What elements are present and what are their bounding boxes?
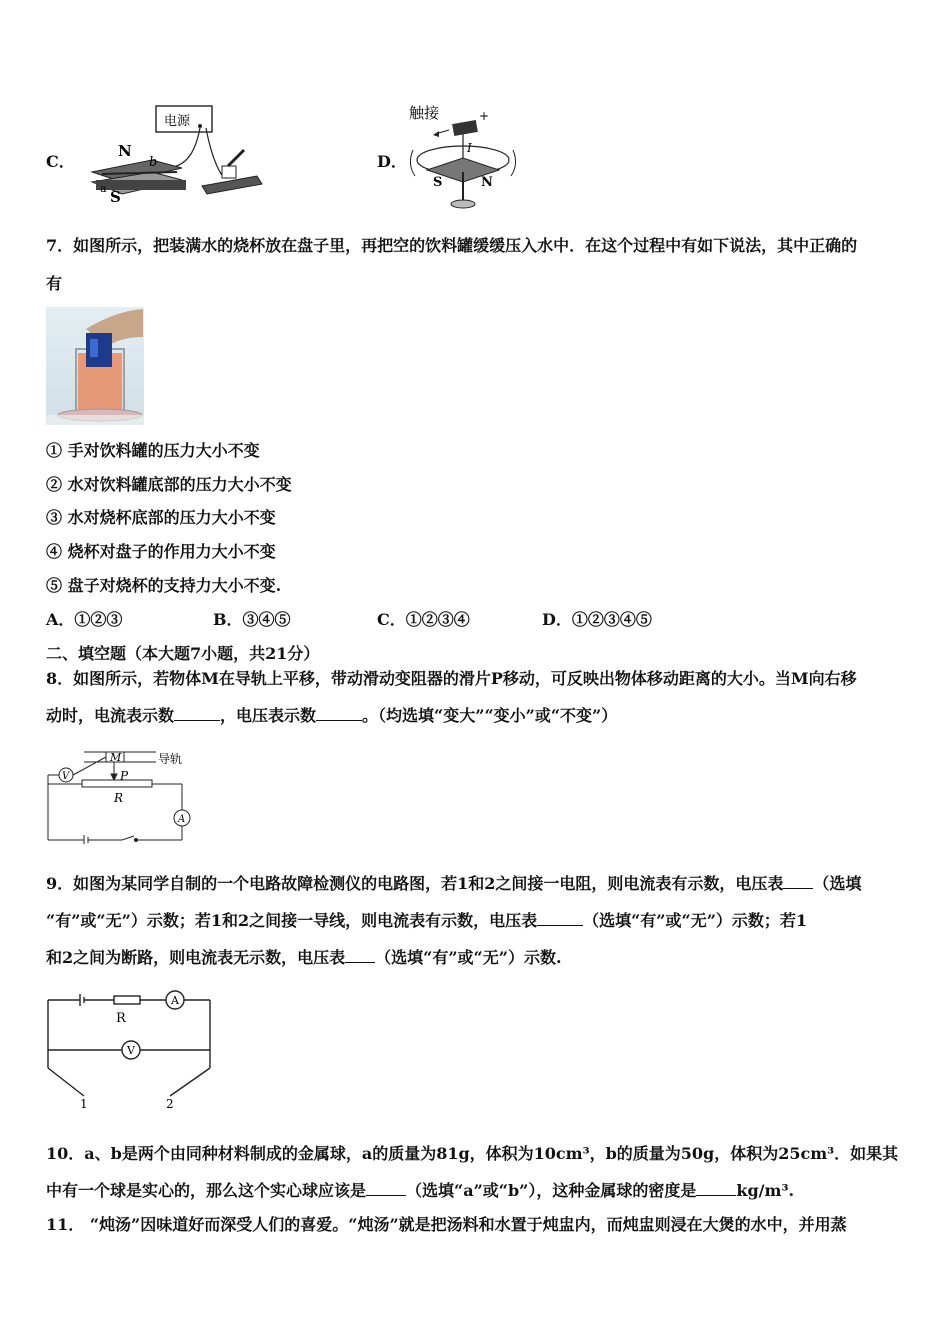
q8-line1: 8．如图所示，若物体M在导轨上平移，带动滑动变阻器的滑片P移动，可反映出物体移动距离的大小。当M向右移: [46, 669, 857, 688]
terminal-1-label: 1: [80, 1097, 88, 1111]
q7-stem-line2: 有: [46, 274, 63, 293]
q7-statement-5: ⑤ 盘子对烧杯的支持力大小不变.: [46, 576, 282, 595]
q8-line2-c: 。（均选填“变大”“变小”或“不变”）: [362, 706, 618, 725]
q7-option-a: A．①②③: [46, 610, 123, 629]
q10-line2-b: （选填“a”或“b”），这种金属球的密度是: [406, 1181, 697, 1200]
q9-line3-b: （选填“有”或“无”）示数.: [375, 948, 562, 967]
q7-statement-4: ④ 烧杯对盘子的作用力大小不变: [46, 542, 276, 561]
q10-line1: 10．a、b是两个由同种材料制成的金属球，a的质量为81g，体积为10cm³，b的质量为50g，体积为25cm³．如果其: [46, 1144, 899, 1163]
section-title: 二、填空题（本大题7小题，共21分）: [46, 644, 320, 663]
sliding-rheostat-circuit: [44, 748, 200, 844]
slider-p-label: P: [120, 769, 129, 783]
rod-b-label: b: [149, 155, 158, 170]
q9-line3: [46, 948, 562, 968]
object-m-label: M: [110, 751, 122, 764]
q7-statement-1: ① 手对饮料罐的压力大小不变: [46, 441, 260, 460]
q9-line1: [46, 874, 861, 894]
q7-stem-line1: 7．如图所示，把装满水的烧杯放在盘子里，再把空的饮料罐缓缓压入水中．在这个过程中有如下说法，其中正确的: [46, 236, 858, 255]
q7-option-b: B．③④⑤: [213, 610, 291, 629]
q7-option-d: D．①②③④⑤: [542, 610, 652, 629]
voltmeter-v-label: V: [127, 1044, 135, 1057]
magnet-n-label: N: [118, 142, 132, 160]
electromagnetic-induction-figure: [82, 100, 272, 210]
ammeter-a-label: A: [178, 814, 186, 825]
beaker-can-photo: [46, 307, 144, 425]
terminal-2-label: 2: [166, 1097, 174, 1111]
q9-line2: [46, 911, 807, 931]
power-supply-label: 电源: [164, 114, 191, 129]
option-d-label: D．: [377, 152, 407, 171]
fault-detector-circuit: [44, 990, 216, 1116]
q8-blank-voltage[interactable]: [316, 706, 362, 721]
ammeter-a-label: A: [171, 994, 179, 1007]
needle-s-label: S: [433, 175, 443, 190]
q10-line2: [46, 1181, 794, 1201]
rod-a-label: a: [100, 182, 107, 195]
q8-line2-b: ，电压表示数: [220, 706, 317, 725]
current-i-label: I: [467, 141, 472, 155]
q10-blank-ball[interactable]: [366, 1181, 406, 1196]
q10-line2-c: kg/m³.: [736, 1181, 795, 1200]
q10-line2-a: 中有一个球是实心的，那么这个实心球应该是: [46, 1181, 367, 1200]
needle-n-label: N: [481, 175, 493, 190]
q9-line2-a: “有”或“无”）示数；若1和2之间接一导线，则电流表有示数，电压表: [46, 911, 538, 930]
q11-line1: 11． “炖汤”因味道好而深受人们的喜爱。“炖汤”就是把汤料和水置于炖盅内，而炖盅则浸在大煲的水中，并用蒸: [46, 1215, 847, 1234]
resistor-r-label: R: [114, 791, 124, 805]
voltmeter-v-label: V: [62, 771, 70, 782]
q9-line1-a: 9．如图为某同学自制的一个电路故障检测仪的电路图，若1和2之间接一电阻，则电流表有示数，电压表: [46, 874, 784, 893]
resistor-r-label: R: [116, 1011, 126, 1026]
q7-statement-2: ② 水对饮料罐底部的压力大小不变: [46, 475, 292, 494]
q7-statement-3: ③ 水对烧杯底部的压力大小不变: [46, 508, 276, 527]
option-c-label: C．: [46, 152, 75, 171]
q9-blank-2[interactable]: [537, 911, 583, 926]
q9-line1-b: （选填: [813, 874, 862, 893]
q9-line3-a: 和2之间为断路，则电流表无示数，电压表: [46, 948, 346, 967]
plus-label: +: [479, 109, 490, 123]
electric-motor-figure: [405, 100, 525, 215]
q8-line2: [46, 706, 617, 726]
q9-blank-1[interactable]: [783, 874, 813, 889]
contact-label: 触接: [409, 104, 440, 122]
rail-label: 导轨: [158, 752, 183, 766]
magnet-s-label: S: [110, 188, 121, 206]
q9-line2-b: （选填“有”或“无”）示数；若1: [583, 911, 808, 930]
q8-line2-a: 动时，电流表示数: [46, 706, 175, 725]
q9-blank-3[interactable]: [345, 948, 375, 963]
q8-blank-current[interactable]: [174, 706, 220, 721]
q10-blank-density[interactable]: [696, 1181, 736, 1196]
q7-option-c: C．①②③④: [377, 610, 470, 629]
